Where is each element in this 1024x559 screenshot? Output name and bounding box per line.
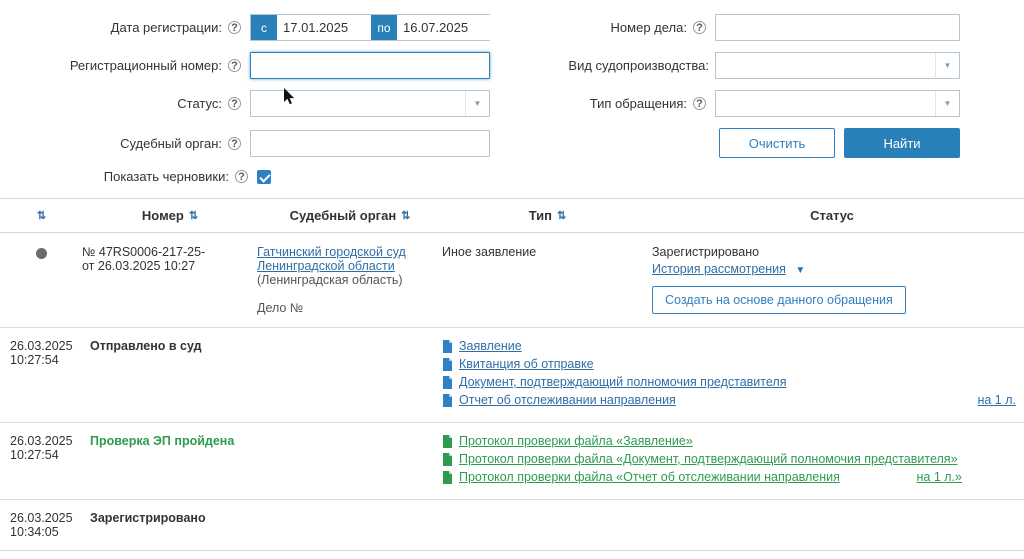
case-number-group <box>490 14 960 41</box>
reg-date-label: Дата регистрации: <box>110 20 222 35</box>
appeal-type-label: Тип обращения: <box>589 96 687 111</box>
row-number: № 47RS0006-217-25- <box>82 245 206 259</box>
th-court[interactable] <box>257 208 442 223</box>
chevron-down-icon[interactable]: ▼ <box>935 53 959 78</box>
date-from-prefix: с <box>251 15 277 40</box>
table-row <box>0 328 1024 423</box>
event-datetime <box>0 339 82 411</box>
document-link[interactable]: Протокол проверки файла «Документ, подтверждающий полномочия представителя» <box>459 452 958 466</box>
document-icon <box>442 453 453 466</box>
list-item[interactable] <box>442 470 1024 485</box>
status-group <box>0 90 490 117</box>
help-icon[interactable]: ? <box>693 97 706 110</box>
table-header-row <box>0 199 1024 233</box>
table-row <box>0 423 1024 500</box>
help-icon[interactable]: ? <box>235 170 248 183</box>
form-row-3 <box>0 90 1024 117</box>
th-court-label: Судебный орган <box>289 208 397 223</box>
event-time: 10:27:54 <box>10 353 59 367</box>
reg-date-range[interactable] <box>250 14 490 41</box>
clear-button[interactable]: Очистить <box>719 128 835 158</box>
case-number-label: Номер дела: <box>610 20 687 35</box>
history-link-wrap[interactable] <box>652 262 1012 276</box>
search-form <box>0 0 1024 184</box>
list-item[interactable] <box>442 434 1024 449</box>
reg-date-from-input[interactable] <box>277 15 371 40</box>
court-link-line1[interactable]: Гатчинский городской суд <box>257 245 406 259</box>
court-label: Судебный орган: <box>120 135 222 151</box>
help-icon[interactable]: ? <box>693 21 706 34</box>
chevron-down-icon[interactable]: ▼ <box>465 91 489 116</box>
sort-icon[interactable]: ⇅ <box>36 210 46 222</box>
drafts-group <box>0 169 490 184</box>
help-icon[interactable]: ? <box>228 59 241 72</box>
form-row-5 <box>0 169 1024 184</box>
form-row-4 <box>0 128 1024 158</box>
th-type[interactable] <box>442 208 652 223</box>
case-number-input[interactable] <box>715 14 960 41</box>
appeal-type-group <box>490 90 960 117</box>
appeal-type-select[interactable] <box>715 90 960 117</box>
create-from-appeal-button[interactable]: Создать на основе данного обращения <box>652 286 906 314</box>
reg-number-input[interactable] <box>250 52 490 79</box>
event-name: Отправлено в суд <box>90 339 202 353</box>
proceeding-type-select[interactable] <box>715 52 960 79</box>
reg-number-label: Регистрационный номер: <box>69 58 222 73</box>
document-link[interactable]: Квитанция об отправке <box>459 357 594 371</box>
proceeding-type-group <box>490 52 960 79</box>
th-number[interactable] <box>82 208 257 223</box>
event-name: Зарегистрировано <box>90 511 206 525</box>
event-documents <box>442 339 1024 411</box>
document-link[interactable]: Заявление <box>459 339 522 353</box>
document-icon <box>442 340 453 353</box>
row-marker[interactable] <box>0 245 82 315</box>
reg-number-group <box>0 52 490 79</box>
event-name: Проверка ЭП пройдена <box>90 434 235 448</box>
form-row-1 <box>0 14 1024 41</box>
event-datetime <box>0 511 82 539</box>
chevron-down-icon[interactable]: ▼ <box>795 265 806 276</box>
event-date: 26.03.2025 <box>10 511 73 525</box>
sort-icon[interactable]: ⇅ <box>188 210 198 222</box>
list-item[interactable] <box>442 375 1024 390</box>
list-item[interactable] <box>442 393 1024 408</box>
reg-date-group <box>0 14 490 41</box>
row-number-date: от 26.03.2025 10:27 <box>82 259 196 273</box>
table-row <box>0 500 1024 550</box>
event-date: 26.03.2025 <box>10 434 73 448</box>
document-link[interactable]: Отчет об отслеживании направления <box>459 393 676 407</box>
status-label: Статус: <box>177 96 222 111</box>
document-icon <box>442 435 453 448</box>
help-icon[interactable]: ? <box>228 97 241 110</box>
help-icon[interactable]: ? <box>228 137 241 150</box>
document-icon <box>442 471 453 484</box>
chevron-down-icon[interactable]: ▼ <box>935 91 959 116</box>
search-button[interactable]: Найти <box>844 128 960 158</box>
help-icon[interactable]: ? <box>228 21 241 34</box>
document-icon <box>442 376 453 389</box>
th-type-label: Тип <box>528 208 553 223</box>
document-pages: на 1 л.» <box>916 470 962 484</box>
document-icon <box>442 394 453 407</box>
row-status-cell <box>652 245 1012 315</box>
results-table <box>0 198 1024 551</box>
court-region: (Ленинградская область) <box>257 273 403 287</box>
th-status <box>652 208 1012 223</box>
court-group <box>0 130 490 157</box>
court-link-line2[interactable]: Ленинградской области <box>257 259 395 273</box>
list-item[interactable] <box>442 357 1024 372</box>
row-type-cell: Иное заявление <box>442 245 537 259</box>
document-pages: на 1 л. <box>977 393 1016 407</box>
document-icon <box>442 358 453 371</box>
document-link[interactable]: Протокол проверки файла «Заявление» <box>459 434 693 448</box>
row-number-cell <box>82 245 257 315</box>
status-dot-icon <box>36 248 47 259</box>
proceeding-type-label: Вид судопроизводства: <box>568 58 709 73</box>
date-to-prefix: по <box>371 15 397 40</box>
show-drafts-checkbox[interactable] <box>257 170 271 184</box>
document-link[interactable]: Протокол проверки файла «Отчет об отслеживании направления <box>459 470 840 484</box>
sort-icon[interactable]: ⇅ <box>401 210 410 222</box>
event-time: 10:34:05 <box>10 525 59 539</box>
list-item[interactable] <box>442 339 1024 354</box>
th-status-label: Статус <box>810 208 854 223</box>
sort-icon[interactable]: ⇅ <box>557 210 566 222</box>
list-item[interactable] <box>442 452 1024 467</box>
form-actions <box>490 128 960 158</box>
mouse-cursor <box>284 88 296 106</box>
th-select[interactable] <box>0 209 82 222</box>
form-row-2 <box>0 52 1024 79</box>
event-date: 26.03.2025 <box>10 339 73 353</box>
history-link[interactable]: История рассмотрения <box>652 262 786 276</box>
row-court-cell <box>257 245 442 315</box>
row-status: Зарегистрировано <box>652 245 760 259</box>
th-number-label: Номер <box>141 208 184 223</box>
event-datetime <box>0 434 82 488</box>
court-input[interactable] <box>250 130 490 157</box>
case-number-label-cell: Дело № <box>257 301 304 315</box>
event-documents <box>442 434 1024 488</box>
drafts-label: Показать черновики: <box>103 169 229 184</box>
reg-date-to-input[interactable] <box>397 15 491 40</box>
event-time: 10:27:54 <box>10 448 59 462</box>
document-link[interactable]: Документ, подтверждающий полномочия представителя <box>459 375 787 389</box>
table-row <box>0 233 1024 328</box>
event-documents <box>442 511 1024 539</box>
